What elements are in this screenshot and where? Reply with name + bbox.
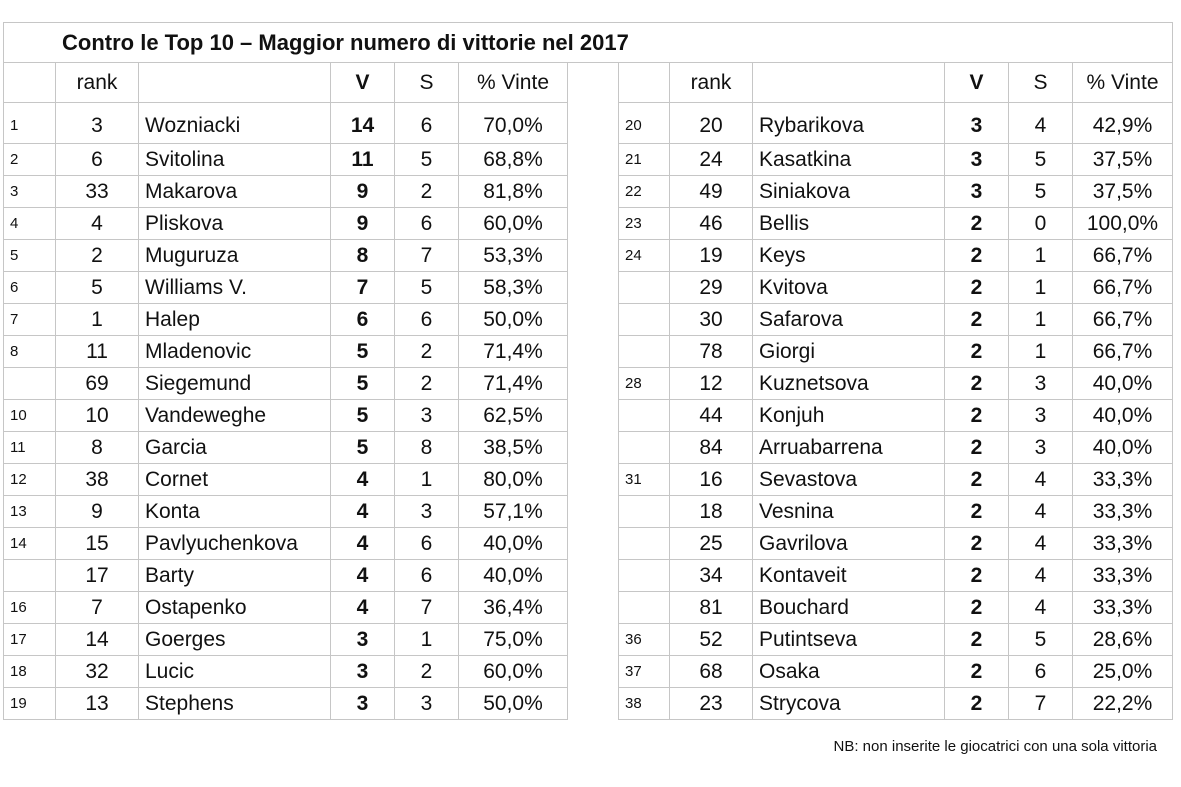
column-gap [568,528,619,560]
wins-cell: 2 [945,464,1009,496]
player-name-cell: Garcia [139,432,331,464]
position-cell: 18 [4,656,56,688]
wins-cell: 2 [945,304,1009,336]
header-pos-left [4,63,56,103]
win-percentage-cell: 33,3% [1073,528,1173,560]
rank-cell: 33 [56,176,139,208]
table-row [4,368,1173,400]
losses-cell: 5 [395,272,459,304]
wins-cell: 2 [945,368,1009,400]
position-cell [619,528,670,560]
player-name-cell: Muguruza [139,240,331,272]
player-name-cell: Keys [753,240,945,272]
win-percentage-cell: 75,0% [459,624,568,656]
rank-cell: 17 [56,560,139,592]
win-percentage-cell: 66,7% [1073,272,1173,304]
losses-cell: 2 [395,656,459,688]
win-percentage-cell: 37,5% [1073,144,1173,176]
table-row [4,304,1173,336]
wins-cell: 2 [945,432,1009,464]
wins-cell: 7 [331,272,395,304]
position-cell: 37 [619,656,670,688]
losses-cell: 3 [1009,368,1073,400]
player-name-cell: Williams V. [139,272,331,304]
losses-cell: 3 [395,400,459,432]
wins-cell: 6 [331,304,395,336]
losses-cell: 6 [395,103,459,144]
losses-cell: 7 [1009,688,1073,720]
header-name-right [753,63,945,103]
losses-cell: 3 [1009,432,1073,464]
position-cell [4,560,56,592]
win-percentage-cell: 36,4% [459,592,568,624]
table-row [4,272,1173,304]
wins-cell: 9 [331,208,395,240]
table-row [4,176,1173,208]
win-percentage-cell: 33,3% [1073,464,1173,496]
header-name-left [139,63,331,103]
column-gap [568,144,619,176]
rank-cell: 10 [56,400,139,432]
wins-cell: 2 [945,336,1009,368]
player-name-cell: Lucic [139,656,331,688]
position-cell: 5 [4,240,56,272]
position-cell [619,304,670,336]
rank-cell: 84 [670,432,753,464]
position-cell: 36 [619,624,670,656]
losses-cell: 7 [395,240,459,272]
rank-cell: 3 [56,103,139,144]
player-name-cell: Safarova [753,304,945,336]
header-row [4,63,1173,103]
wins-cell: 5 [331,336,395,368]
losses-cell: 2 [395,336,459,368]
rank-cell: 12 [670,368,753,400]
player-name-cell: Kuznetsova [753,368,945,400]
rank-cell: 52 [670,624,753,656]
wins-cell: 2 [945,528,1009,560]
spreadsheet [3,22,1173,720]
column-gap [568,592,619,624]
position-cell [4,368,56,400]
wins-cell: 5 [331,400,395,432]
position-cell: 10 [4,400,56,432]
win-percentage-cell: 25,0% [1073,656,1173,688]
win-percentage-cell: 66,7% [1073,336,1173,368]
losses-cell: 4 [1009,103,1073,144]
wins-cell: 4 [331,464,395,496]
wins-cell: 2 [945,592,1009,624]
rank-cell: 16 [670,464,753,496]
wins-cell: 3 [331,656,395,688]
losses-cell: 1 [1009,304,1073,336]
rank-cell: 7 [56,592,139,624]
losses-cell: 5 [395,144,459,176]
player-name-cell: Pavlyuchenkova [139,528,331,560]
win-percentage-cell: 40,0% [1073,432,1173,464]
header-v-right: V [945,63,1009,103]
losses-cell: 5 [1009,144,1073,176]
position-cell: 16 [4,592,56,624]
column-gap [568,176,619,208]
rank-cell: 11 [56,336,139,368]
losses-cell: 7 [395,592,459,624]
position-cell [619,272,670,304]
wins-cell: 3 [945,144,1009,176]
rank-cell: 24 [670,144,753,176]
position-cell: 22 [619,176,670,208]
player-name-cell: Makarova [139,176,331,208]
position-cell: 6 [4,272,56,304]
losses-cell: 2 [395,368,459,400]
rank-cell: 68 [670,656,753,688]
position-cell: 3 [4,176,56,208]
rank-cell: 2 [56,240,139,272]
player-name-cell: Arruabarrena [753,432,945,464]
win-percentage-cell: 33,3% [1073,496,1173,528]
rank-cell: 19 [670,240,753,272]
position-cell [619,336,670,368]
player-name-cell: Wozniacki [139,103,331,144]
player-name-cell: Strycova [753,688,945,720]
player-name-cell: Konjuh [753,400,945,432]
wins-cell: 4 [331,496,395,528]
rank-cell: 4 [56,208,139,240]
wins-cell: 2 [945,656,1009,688]
losses-cell: 3 [395,496,459,528]
column-gap [568,400,619,432]
player-name-cell: Giorgi [753,336,945,368]
win-percentage-cell: 50,0% [459,688,568,720]
player-name-cell: Barty [139,560,331,592]
rank-cell: 14 [56,624,139,656]
rank-cell: 38 [56,464,139,496]
win-percentage-cell: 80,0% [459,464,568,496]
table-row [4,496,1173,528]
position-cell: 13 [4,496,56,528]
win-percentage-cell: 40,0% [1073,368,1173,400]
win-percentage-cell: 71,4% [459,336,568,368]
losses-cell: 0 [1009,208,1073,240]
table-row [4,103,1173,144]
win-percentage-cell: 50,0% [459,304,568,336]
rank-cell: 44 [670,400,753,432]
wins-cell: 4 [331,528,395,560]
losses-cell: 1 [1009,240,1073,272]
player-name-cell: Siniakova [753,176,945,208]
position-cell [619,432,670,464]
rank-cell: 1 [56,304,139,336]
wins-cell: 2 [945,560,1009,592]
win-percentage-cell: 68,8% [459,144,568,176]
player-name-cell: Stephens [139,688,331,720]
wins-cell: 3 [945,176,1009,208]
win-percentage-cell: 66,7% [1073,304,1173,336]
player-name-cell: Osaka [753,656,945,688]
column-gap [568,432,619,464]
wins-cell: 4 [331,560,395,592]
position-cell: 24 [619,240,670,272]
losses-cell: 4 [1009,464,1073,496]
column-gap [568,336,619,368]
win-percentage-cell: 57,1% [459,496,568,528]
losses-cell: 8 [395,432,459,464]
position-cell: 8 [4,336,56,368]
position-cell: 1 [4,103,56,144]
losses-cell: 4 [1009,496,1073,528]
column-gap [568,496,619,528]
player-name-cell: Bellis [753,208,945,240]
losses-cell: 4 [1009,592,1073,624]
win-percentage-cell: 58,3% [459,272,568,304]
rank-cell: 69 [56,368,139,400]
losses-cell: 3 [1009,400,1073,432]
losses-cell: 6 [395,528,459,560]
rank-cell: 5 [56,272,139,304]
column-gap [568,103,619,144]
losses-cell: 1 [395,624,459,656]
wins-cell: 2 [945,400,1009,432]
win-percentage-cell: 28,6% [1073,624,1173,656]
header-s-right: S [1009,63,1073,103]
table-row [4,144,1173,176]
wins-cell: 14 [331,103,395,144]
rank-cell: 18 [670,496,753,528]
wins-cell: 3 [331,688,395,720]
position-cell [619,592,670,624]
table-title: Contro le Top 10 – Maggior numero di vittorie nel 2017 [4,23,1173,63]
losses-cell: 5 [1009,624,1073,656]
player-name-cell: Kasatkina [753,144,945,176]
header-pos-right [619,63,670,103]
win-percentage-cell: 40,0% [459,560,568,592]
losses-cell: 6 [395,208,459,240]
win-percentage-cell: 40,0% [459,528,568,560]
wins-cell: 11 [331,144,395,176]
rank-cell: 8 [56,432,139,464]
column-gap [568,656,619,688]
wins-cell: 2 [945,208,1009,240]
losses-cell: 6 [395,304,459,336]
losses-cell: 3 [395,688,459,720]
column-gap [568,688,619,720]
column-gap [568,368,619,400]
player-name-cell: Kontaveit [753,560,945,592]
column-gap [568,464,619,496]
position-cell: 2 [4,144,56,176]
player-name-cell: Svitolina [139,144,331,176]
rank-cell: 29 [670,272,753,304]
position-cell: 38 [619,688,670,720]
rank-cell: 15 [56,528,139,560]
win-percentage-cell: 81,8% [459,176,568,208]
header-rank-left: rank [56,63,139,103]
losses-cell: 1 [1009,336,1073,368]
position-cell [619,560,670,592]
table-row [4,432,1173,464]
player-name-cell: Gavrilova [753,528,945,560]
column-gap [568,304,619,336]
win-percentage-cell: 38,5% [459,432,568,464]
win-percentage-cell: 71,4% [459,368,568,400]
position-cell: 19 [4,688,56,720]
rank-cell: 9 [56,496,139,528]
player-name-cell: Mladenovic [139,336,331,368]
win-percentage-cell: 40,0% [1073,400,1173,432]
position-cell [619,400,670,432]
win-percentage-cell: 100,0% [1073,208,1173,240]
win-percentage-cell: 60,0% [459,656,568,688]
position-cell: 31 [619,464,670,496]
rank-cell: 25 [670,528,753,560]
position-cell [619,496,670,528]
player-name-cell: Kvitova [753,272,945,304]
header-pct-right: % Vinte [1073,63,1173,103]
table-row [4,656,1173,688]
column-gap [568,560,619,592]
rank-cell: 49 [670,176,753,208]
win-percentage-cell: 42,9% [1073,103,1173,144]
win-percentage-cell: 33,3% [1073,560,1173,592]
table-row [4,560,1173,592]
position-cell: 17 [4,624,56,656]
position-cell: 20 [619,103,670,144]
player-name-cell: Rybarikova [753,103,945,144]
table-row [4,336,1173,368]
title-row [4,23,1173,63]
table-row [4,688,1173,720]
column-gap [568,208,619,240]
table-row [4,528,1173,560]
wins-cell: 8 [331,240,395,272]
player-name-cell: Konta [139,496,331,528]
column-gap [568,624,619,656]
player-name-cell: Vesnina [753,496,945,528]
player-name-cell: Cornet [139,464,331,496]
rank-cell: 46 [670,208,753,240]
wins-cell: 3 [331,624,395,656]
table-row [4,624,1173,656]
player-name-cell: Sevastova [753,464,945,496]
losses-cell: 4 [1009,560,1073,592]
table-row [4,400,1173,432]
win-percentage-cell: 62,5% [459,400,568,432]
win-percentage-cell: 70,0% [459,103,568,144]
rank-cell: 6 [56,144,139,176]
position-cell: 11 [4,432,56,464]
wins-cell: 4 [331,592,395,624]
wins-cell: 2 [945,496,1009,528]
losses-cell: 5 [1009,176,1073,208]
win-percentage-cell: 22,2% [1073,688,1173,720]
rank-cell: 20 [670,103,753,144]
rank-cell: 78 [670,336,753,368]
player-name-cell: Ostapenko [139,592,331,624]
column-gap [568,240,619,272]
position-cell: 28 [619,368,670,400]
wins-cell: 9 [331,176,395,208]
rankings-table [3,22,1173,720]
header-pct-left: % Vinte [459,63,568,103]
table-row [4,240,1173,272]
player-name-cell: Halep [139,304,331,336]
wins-cell: 2 [945,624,1009,656]
rank-cell: 34 [670,560,753,592]
player-name-cell: Putintseva [753,624,945,656]
losses-cell: 2 [395,176,459,208]
header-s-left: S [395,63,459,103]
wins-cell: 3 [945,103,1009,144]
wins-cell: 2 [945,240,1009,272]
position-cell: 23 [619,208,670,240]
table-row [4,208,1173,240]
wins-cell: 2 [945,272,1009,304]
rank-cell: 30 [670,304,753,336]
footnote: NB: non inserite le giocatrici con una sola vittoria [833,738,1157,755]
table-row [4,464,1173,496]
wins-cell: 5 [331,368,395,400]
losses-cell: 1 [395,464,459,496]
position-cell: 7 [4,304,56,336]
win-percentage-cell: 53,3% [459,240,568,272]
position-cell: 14 [4,528,56,560]
header-v-left: V [331,63,395,103]
wins-cell: 2 [945,688,1009,720]
win-percentage-cell: 33,3% [1073,592,1173,624]
rank-cell: 13 [56,688,139,720]
position-cell: 4 [4,208,56,240]
win-percentage-cell: 60,0% [459,208,568,240]
player-name-cell: Vandeweghe [139,400,331,432]
rank-cell: 32 [56,656,139,688]
player-name-cell: Goerges [139,624,331,656]
losses-cell: 6 [1009,656,1073,688]
win-percentage-cell: 66,7% [1073,240,1173,272]
wins-cell: 5 [331,432,395,464]
table-row [4,592,1173,624]
column-gap [568,272,619,304]
header-rank-right: rank [670,63,753,103]
player-name-cell: Siegemund [139,368,331,400]
losses-cell: 1 [1009,272,1073,304]
losses-cell: 6 [395,560,459,592]
rank-cell: 81 [670,592,753,624]
player-name-cell: Pliskova [139,208,331,240]
losses-cell: 4 [1009,528,1073,560]
rank-cell: 23 [670,688,753,720]
win-percentage-cell: 37,5% [1073,176,1173,208]
column-gap [568,63,619,103]
player-name-cell: Bouchard [753,592,945,624]
position-cell: 12 [4,464,56,496]
position-cell: 21 [619,144,670,176]
